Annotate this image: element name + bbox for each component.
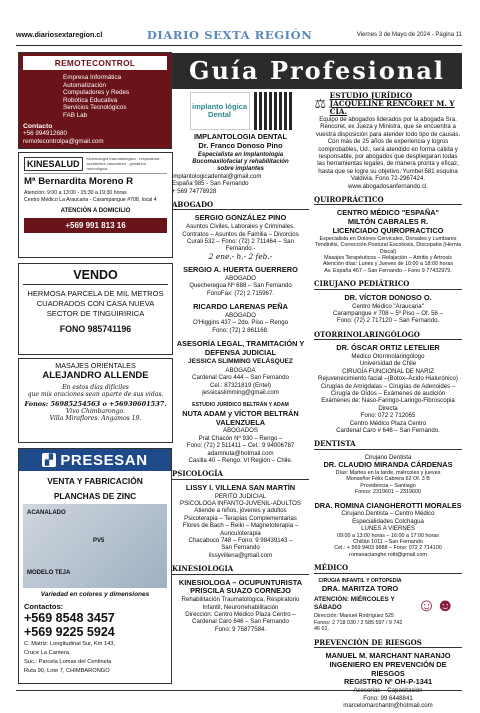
listing-detail: Días: Martes en la tarde, miércoles y jueves: [335, 470, 441, 476]
presesan-logo-icon: ▞: [42, 453, 56, 467]
listing-detail: Carampangue # 708 – 5º Piso – Of. 56 –: [333, 309, 443, 317]
listing-title: ESTUDIO JURÍDICO JACQUELINE RENCORET M. Y CÍA.: [329, 91, 455, 116]
listing-email: jessicaslimming@gmail.com: [202, 388, 279, 396]
listing-name: DR. CLAUDIO MIRANDA CÁRDENAS: [323, 460, 453, 470]
listing-detail: Quecheregua Nº 688 – San Fernando: [189, 282, 292, 290]
listing-naranjo: [314, 652, 462, 709]
listing-detail: Especialista en Dolores Cervicales, Dorsales y Lumbares: [319, 235, 457, 242]
presesan-address: Cruce La Cantera.: [24, 650, 71, 656]
listing-name: LISSY I. VILLENA SAN MARTÍN: [185, 482, 296, 492]
listing-morales: [314, 502, 462, 559]
listing-detail: Universidad de Chile: [359, 360, 417, 368]
kinesalud-logo-row: [24, 156, 167, 174]
listing-detail: LUNES A VIERNES: [361, 525, 415, 533]
listing-detail: Fono: (72) 2 511411 – Cel.: 9 94006787: [186, 442, 295, 450]
presesan-phone: +569 8548 3457: [24, 611, 115, 625]
listing-detail: Masajes Terapéuticos – Relajación – Artritis y Artrosis: [324, 255, 452, 262]
listing-nuta: [172, 402, 309, 464]
listing-detail: Monseñor Félix Cabrera 62 Of. 3 B: [346, 476, 430, 483]
listing-detail: Asesorías – Capacitación: [353, 687, 423, 695]
scales-of-justice-icon: ⚖: [314, 96, 327, 111]
product-label: MODELO TEJA: [27, 570, 71, 576]
remoto-line: Computadores y Redes: [63, 89, 130, 97]
qr-code-icon[interactable]: [254, 92, 292, 130]
listing-detail: Auriculoterapia: [220, 529, 261, 537]
listing-detail: Dirección: Centro Médico Plaza Centro –: [185, 611, 296, 619]
presesan-variety: Variedad en colores y dimensiones: [40, 591, 150, 598]
presesan-address: C. Matriz: Longitudinal Sur, Km 143,: [24, 641, 116, 647]
masajes-line: En estos días difíciles: [62, 384, 129, 391]
listing-title: LICENCIADO QUIROPRACTICO: [332, 226, 444, 236]
listing-larenas: [172, 303, 309, 334]
vendo-ad: [18, 263, 173, 355]
listing-detail: O'Higgins 437 – 2do. Piso – Rengo: [192, 319, 288, 327]
jacqueline-heading: [314, 92, 462, 116]
listing-detail: Fono: (72) 2 717120 – San Fernando.: [336, 317, 440, 325]
kinesalud-tagline: Kinesiología traumatológica · respiratoria · accidentes vasculares · geriátrica · neurológica: [86, 156, 162, 171]
remoto-contact-label: Contacto: [23, 122, 53, 130]
listing-web[interactable]: www.abogadosanfernando.cl.: [348, 182, 428, 190]
listing-detail: Av. España 467 – San Fernando – Fono 9 77432979.: [324, 267, 452, 274]
listing-detail: Prat Chacón Nº 930 – Rengo –: [198, 434, 283, 442]
listing-name: DRA. ROMINA CIANGHEROTTI MORALES: [314, 500, 462, 510]
remoto-email: remotecontrolpa@gmail.com: [23, 137, 104, 145]
listing-detail: Especialidades Colchagua: [352, 517, 424, 525]
listing-name: MANUEL M. MARCHANT NARANJO: [325, 651, 451, 661]
listing-detail: Casilla 40 – Rengo. VI Región – Chile.: [188, 456, 293, 464]
listing-detail: PSICOLOGA INFANTO-JUVENIL-ADULTOS: [180, 499, 301, 507]
listing-detail: ATENCIÓN: MIÉRCOLES Y SÁBADO: [314, 595, 395, 611]
kinesalud-ad: [18, 152, 173, 258]
masajes-address: Villa Miraflores. Angamos 19.: [49, 415, 142, 423]
listing-name: PRISCILA SUAZO CORNEJO: [190, 586, 291, 596]
listing-detail: Cel.: 87321819 (Entel): [210, 381, 271, 389]
listing-detail: Equipo de abogados liderados por la abogada Sra. Rencoret, ex Jueza y Ministra, que se encuentra a vuestra disposición para atender todo tipo de causas. Con más de 25 años de experiencia y logros comprobables, Ud., será atendido en forma cálida y responsable, por abogados que despliegaran todas las herramientas legales, de manera pronta y eficaz, hasta que se logre su objetivo. Yumbel 581 esquina Valdivia. Fono 72-2967424.: [315, 116, 461, 183]
listing-name: SERGIO A. HUERTA GUERRERO: [183, 265, 298, 275]
remotecontrol-ad: [18, 52, 172, 149]
listing-detail: Chacabuco 748 – Fono: 9 98439143 –: [188, 536, 293, 544]
presesan-sub2: PLANCHAS DE ZINC: [53, 491, 137, 501]
listing-jacqueline: [314, 92, 462, 190]
newspaper-brand: DIARIO SEXTA REGIÓN: [146, 27, 313, 42]
vendo-title: VENDO: [23, 268, 168, 285]
remoto-phone: +56 994912680: [23, 129, 67, 137]
presesan-phone: +569 9225 5924: [24, 625, 115, 639]
listing-detail: ESTUDIO JURÍDICO BELTRÁN Y ADAM: [192, 402, 289, 409]
listing-detail: Chillán 1011 – San Fernando: [353, 539, 423, 546]
bottom-rule: [16, 690, 462, 691]
listing-detail: Rehabilitación Traumatológica, Respiratorio Infantil, Neurorrehabilitación: [181, 596, 300, 611]
listing-detail: Bucomaxilofacial y rehabilitación: [192, 158, 289, 165]
listing-detail: Especialista en Implantología: [197, 150, 284, 158]
presesan-address: Ruta 90, Lote 7, CHIMBARONGO: [24, 668, 110, 674]
listing-detail: Centro Médico "Araucaria": [352, 302, 424, 310]
listing-detail: Cirugía de Oídos – Exámenes de audición: [330, 389, 446, 397]
listing-detail: Cardenal Caro # 646 – San Fernando.: [336, 426, 440, 434]
section-heading: CIRUJANO PEDIÁTRICO: [314, 280, 462, 289]
listing-email: marcelomarchantn@hotmail.com: [343, 702, 433, 710]
listing-title: INGENIERO EN PREVENCIÓN DE RIESGOS: [329, 659, 447, 678]
product-label: ACANALADO: [27, 510, 66, 516]
guide-masthead: Guía Profesional: [172, 53, 462, 89]
listing-email: romanacianghe rotti@gmail.com: [349, 551, 427, 558]
masajes-city: Vivo Chimbarongo.: [65, 407, 126, 415]
listing-implanto: [172, 133, 309, 195]
listing-name: MILTÓN CABRALES R.: [347, 217, 429, 227]
listing-detail: Cirugías de Amígdalas – Cirugías de Adenoides –: [320, 382, 456, 390]
listing-detail: CIRUGIA INFANTIL Y ORTOPEDIA: [318, 577, 402, 584]
listing-detail: Fonos: 2 718 030 / 2 585 597 / 9 742 46 01.: [314, 619, 403, 633]
listing-gonzalez: [172, 214, 309, 260]
section-heading: PREVENCIÓN DE RIESGOS: [314, 639, 462, 648]
masajes-line: que mis oraciones sean aparte de sus vidas.: [27, 391, 164, 399]
listing-email: implantologicadental@gmail.com: [172, 172, 262, 180]
remoto-line: Automatización: [63, 81, 107, 89]
listing-detail: sobre implantes: [217, 165, 264, 173]
listing-detail: Psicoterapia – Terapias Complementarias: [184, 514, 297, 522]
kinesalud-hours: Atención: 9:00 a 13:00 - 15:30 a 19:30 horas: [24, 189, 127, 196]
listing-detail: ABOGADO: [225, 275, 256, 283]
listing-toro: [314, 578, 462, 633]
presesan-brand: PRESESAN: [60, 451, 148, 469]
listing-name: SERGIO GONZÁLEZ PINO: [194, 213, 287, 223]
listing-email: adamnuta@hotmail.com: [207, 449, 274, 457]
listing-detail: Cardenal Caro 646 – San Fernando: [192, 618, 289, 626]
listing-detail: Cirujano Dentista – Centro Médico: [341, 510, 435, 518]
listing-detail: Fono: 99 6448841: [363, 694, 413, 702]
listing-detail: Atención días: Lunes y Jueves de 10:00 a 18:00 horas: [322, 261, 454, 268]
remoto-line: FAB Lab: [63, 111, 88, 119]
presesan-sub1: VENTA Y FABRICACIÓN: [47, 476, 143, 486]
listing-detail: Cirujano Dentista: [364, 453, 412, 461]
implanto-logo: implanto lógica Dental: [190, 92, 250, 130]
listing-title: REGISTRO Nº OH-P-1341: [343, 677, 433, 687]
listing-title: IMPLANTOLOGIA DENTAL: [193, 132, 288, 141]
listing-title: KINESIOLOGA – OCUPUNTURISTA: [178, 577, 303, 587]
section-heading: QUIROPRÁCTICO: [314, 196, 462, 205]
presesan-contact-label: Contactos:: [24, 602, 64, 611]
remotecontrol-logo: REMOTECONTROL: [23, 56, 167, 70]
issue-date: Viernes 3 de Mayo de 2024 - Página 11: [356, 31, 462, 38]
remoto-line: Empresa Informática: [63, 74, 122, 81]
implanto-logo-row: [172, 92, 309, 130]
section-heading: KINESIOLOGIA: [172, 565, 309, 574]
listing-detail: + 569 74778928: [172, 187, 217, 195]
listing-detail: Médico Otorrinolaringólogo: [351, 352, 425, 360]
listing-detail: Cel.: + 569 9403 9888 – Fono: 072 2 714100: [334, 545, 442, 552]
listing-detail: ABOGADO: [225, 312, 256, 320]
listing-villena: [172, 484, 309, 559]
listing-name: ASESORÍA LEGAL, TRAMITACIÓN Y DEFENSA JUDICIAL: [176, 339, 305, 358]
listing-detail: Centro Médico Plaza Centro: [349, 419, 427, 427]
presesan-address: Suc.: Parcela Lomas del Centinela: [24, 659, 112, 665]
listing-title: CENTRO MÉDICO "ESPAÑA": [336, 208, 440, 218]
listing-name: RICARDO LARENAS PEÑA: [193, 302, 288, 312]
listing-detail: Dirección: Manuel Rodríguez 525: [314, 613, 395, 620]
listing-detail: Tendinitis, Corrección Postural Escoliosis, Discopatía (Hernia Discal): [315, 242, 461, 255]
listing-name: DR. VÍCTOR DONOSO O.: [344, 292, 432, 302]
presesan-ad: [18, 448, 172, 684]
masajes-name: ALEJANDRO ALLENDE: [42, 370, 149, 381]
listing-detail: Atiende a niños, jóvenes y adultos: [194, 507, 287, 515]
listing-detail: Fono: 9 75877584.: [214, 625, 267, 633]
listing-detail: Exámenes de: Naso-Faringo-Laringo-Fibroscopia Directa: [321, 397, 455, 412]
listing-detail: Fono: (72) 2 861168.: [212, 326, 269, 334]
listing-name: Dr. Franco Donoso Pino: [198, 140, 283, 150]
masajes-title: MASAJES ORIENTALES: [55, 361, 136, 370]
children-illustration-icon: ☺☻: [417, 594, 455, 615]
listing-name: NUTA ADAM y VÍCTOR BELTRÁN VALENZUELA: [182, 408, 299, 427]
listing-detail: Contratos – Asuntos de Familia – Divorcios: [182, 230, 299, 238]
listing-detail: Cardenal Caro 444 – San Fernando: [192, 374, 289, 382]
listing-detail: ABOGADOS: [223, 427, 258, 435]
remoto-line: Servicios Tecnológicos: [63, 104, 127, 112]
listing-name: JESSICA SLIMMING VELÁSQUEZ: [188, 357, 293, 365]
listing-letelier: [314, 344, 462, 434]
product-label: PV5: [93, 538, 105, 544]
site-url[interactable]: www.diariosextaregion.cl: [16, 30, 103, 39]
vendo-body: HERMOSA PARCELA DE MIL METROS CUADRADOS CON CASA NUEVA SECTOR DE TINGUIRIRICA: [27, 289, 164, 318]
listing-detail: San Fernando: [221, 544, 260, 552]
listing-espana: [314, 209, 462, 274]
zinc-products-image: [23, 504, 167, 588]
page-header: [16, 24, 462, 46]
listing-donoso: [314, 294, 462, 325]
listing-suazo: [172, 579, 309, 634]
listing-name: DR. ÓSCAR ORTIZ LETELIER: [336, 343, 440, 353]
kinesalud-address: Centro Médico La Araucaria - Carampangue #708, local 4: [24, 197, 157, 203]
presesan-header: [19, 449, 171, 471]
listing-email: lissyvillena@gmail.com: [208, 551, 273, 559]
section-heading: PSICOLOGÍA: [172, 470, 309, 479]
listing-asesoria: [172, 340, 309, 396]
section-heading: OTORRINOLARINGÓLOGO: [314, 331, 462, 340]
listing-detail: Rejuvenecimiento facial –(Botox–Ácido Hialurónico): [318, 375, 458, 383]
listing-detail: Curali 532 – Fono: (72) 2 711464 – San Fernando.-: [187, 238, 294, 253]
kinesalud-home: ATENCIÓN A DOMICILIO: [60, 208, 131, 215]
section-heading: MÉDICO: [314, 564, 462, 573]
directory-column-2: [314, 92, 462, 713]
remoto-line: Robótica Educativa: [63, 96, 118, 104]
listing-detail: 09:00 a 13:00 horas – 16:00 a 17:00 horas: [337, 532, 439, 539]
section-heading: DENTISTA: [314, 440, 462, 449]
section-heading: ABOGADO: [172, 201, 309, 210]
listing-detail: ABOGADA: [225, 366, 256, 374]
listing-detail: 2 ene.- h.- 2 feb.-: [208, 251, 273, 261]
kinesalud-logo: KINESALUD: [24, 157, 83, 171]
listing-detail: España 985 - San Fernando: [172, 180, 249, 188]
listing-detail: Asuntos Civiles, Laborales y Criminales.: [186, 223, 295, 231]
listing-detail: Flores de Bach – Reiki – Magnetoterapia –: [182, 522, 299, 530]
directory-column-1: [172, 92, 309, 639]
listing-cardenas: [314, 454, 462, 496]
listing-name: DRA. MARITZA TORO: [321, 584, 399, 594]
listing-detail: PERITO JUDICIAL: [214, 492, 267, 500]
masajes-ad: [18, 358, 173, 443]
listing-detail: Providencia – Santiago: [360, 482, 416, 489]
listing-detail: Fonos: 2319601 – 2319600: [355, 489, 421, 496]
kinesalud-name: Mª Bernardita Moreno R: [24, 176, 134, 187]
listing-detail: CIRUGÍA FUNCIONAL DE NARIZ: [342, 367, 434, 375]
kinesalud-phone: +569 991 813 16: [24, 218, 167, 233]
masajes-phones: Fonos: 56985254563 o +56930601537.: [24, 399, 167, 408]
listing-detail: Fono: 072 2 712065: [360, 412, 416, 420]
listing-detail: FonoFax: (72) 2 715967.: [206, 289, 275, 297]
listing-guerrero: [172, 266, 309, 297]
vendo-phone: FONO 985741196: [59, 324, 132, 335]
